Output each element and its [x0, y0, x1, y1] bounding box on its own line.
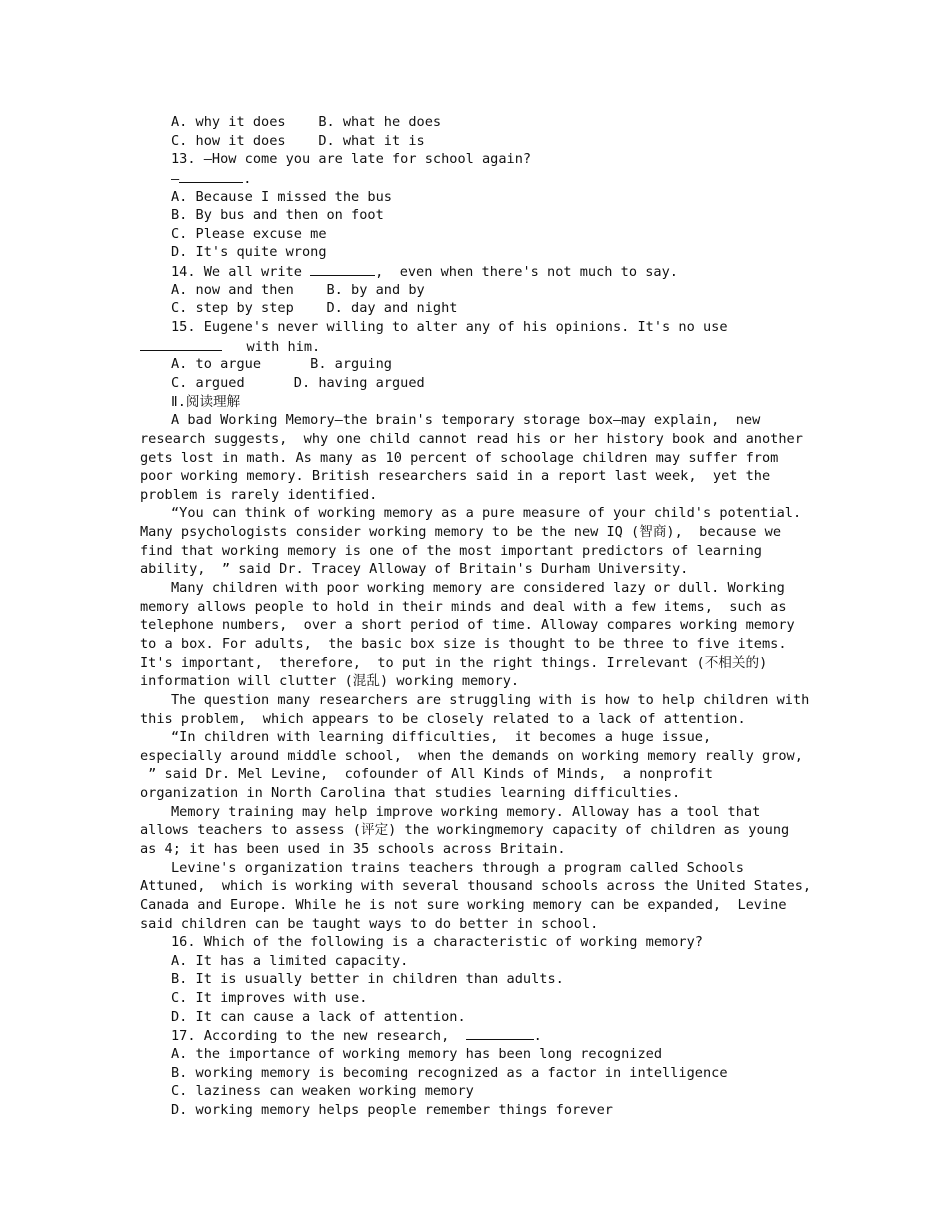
q14-option-line: A. now and then B. by and by	[171, 281, 425, 298]
q17-stem-before: 17. According to the new research,	[171, 1028, 466, 1045]
passage-line: It's important, therefore, to put in the right things. Irrelevant (不相关的)	[140, 654, 768, 671]
q16-option: A. It has a limited capacity.	[171, 952, 409, 969]
q15-option-line: A. to argue B. arguing	[171, 356, 392, 373]
passage-line: Canada and Europe. While he is not sure working memory can be expanded, Levine	[140, 896, 787, 913]
q17-stem	[140, 1026, 820, 1045]
passage-line: telephone numbers, over a short period of time. Alloway compares working memory	[140, 617, 795, 634]
passage-paragraph	[140, 728, 820, 803]
passage-line: gets lost in math. As many as 10 percent of schoolage children may suffer from	[140, 449, 779, 466]
q15-option-line: C. argued D. having argued	[171, 374, 425, 391]
passage-line: especially around middle school, when the demands on working memory really grow,	[140, 747, 803, 764]
answer-blank	[466, 1026, 534, 1040]
passage-paragraph	[140, 504, 820, 579]
q13-stem: 13. —How come you are late for school again?	[171, 151, 532, 168]
q12-option-line: A. why it does B. what he does	[171, 114, 442, 130]
q13-option: B. By bus and then on foot	[171, 207, 384, 224]
passage-line: organization in North Carolina that studies learning difficulties.	[140, 785, 681, 802]
q14-option-line: C. step by step D. day and night	[171, 300, 458, 317]
passage-line: Memory training may help improve working memory. Alloway has a tool that	[171, 803, 761, 820]
passage-line: A bad Working Memory—the brain's temporary storage box—may explain, new	[171, 412, 761, 429]
passage-paragraph	[140, 579, 820, 691]
passage-line: this problem, which appears to be closely related to a lack of attention.	[140, 710, 746, 727]
q16-option: B. It is usually better in children than adults.	[171, 971, 564, 988]
passage-line: said children can be taught ways to do better in school.	[140, 915, 599, 932]
answer-blank	[310, 262, 375, 276]
passage-paragraph	[140, 803, 820, 859]
q12-option-line: C. how it does D. what it is	[171, 132, 425, 149]
passage-line: as 4; it has been used in 35 schools across Britain.	[140, 840, 566, 857]
q15-stem-continuation	[140, 337, 820, 356]
q14-stem-before: 14. We all write	[171, 264, 311, 281]
passage-line: Attuned, which is working with several thousand schools across the United States,	[140, 878, 812, 895]
passage-line: research suggests, why one child cannot read his or her history book and another	[140, 430, 803, 447]
passage-line: allows teachers to assess (评定) the workingmemory capacity of children as young	[140, 822, 790, 839]
passage-paragraph	[140, 411, 820, 504]
passage-line: poor working memory. British researchers said in a report last week, yet the	[140, 468, 771, 485]
q14-stem-after: , even when there's not much to say.	[375, 264, 678, 281]
passage-line: Levine's organization trains teachers through a program called Schools	[171, 859, 744, 876]
passage-line: Many psychologists consider working memory to be the new IQ (智商), because we	[140, 524, 781, 541]
q17-option: B. working memory is becoming recognized as a factor in intelligence	[171, 1064, 728, 1081]
q15-cont-text: with him.	[222, 338, 321, 355]
q13-option: D. It's quite wrong	[171, 244, 327, 261]
passage-line: problem is rarely identified.	[140, 486, 378, 503]
passage-paragraph	[140, 691, 820, 728]
q13-reply-dash: —	[171, 170, 180, 187]
section-heading-reading: Ⅱ.阅读理解	[171, 393, 241, 410]
q16-option: C. It improves with use.	[171, 990, 368, 1007]
q13-option: A. Because I missed the bus	[171, 188, 392, 205]
q13-option: C. Please excuse me	[171, 225, 327, 242]
q16-stem: 16. Which of the following is a characteristic of working memory?	[171, 934, 703, 951]
exam-page	[140, 113, 820, 1120]
passage-line: memory allows people to hold in their minds and deal with a few items, such as	[140, 598, 787, 615]
q17-option: D. working memory helps people remember things forever	[171, 1101, 613, 1118]
passage-line: “In children with learning difficulties, it becomes a huge issue,	[171, 729, 712, 746]
q16-option: D. It can cause a lack of attention.	[171, 1008, 466, 1025]
q17-stem-after: .	[533, 1028, 542, 1045]
passage-paragraph	[140, 859, 820, 934]
passage-line: ” said Dr. Mel Levine, cofounder of All Kinds of Minds, a nonprofit	[140, 766, 713, 783]
passage-line: find that working memory is one of the most important predictors of learning	[140, 542, 762, 559]
q13-reply-line	[140, 169, 820, 188]
passage-line: “You can think of working memory as a pure measure of your child's potential.	[171, 505, 802, 522]
passage-line: information will clutter (混乱) working memory.	[140, 673, 520, 690]
answer-blank	[140, 337, 222, 351]
passage-line: The question many researchers are struggling with is how to help children with	[171, 691, 810, 708]
q13-reply-period: .	[243, 170, 252, 187]
passage-line: ability, ” said Dr. Tracey Alloway of Britain's Durham University.	[140, 561, 689, 578]
q17-option: C. laziness can weaken working memory	[171, 1083, 474, 1100]
passage-line: Many children with poor working memory are considered lazy or dull. Working	[171, 580, 785, 597]
q15-stem: 15. Eugene's never willing to alter any of his opinions. It's no use	[171, 319, 728, 336]
answer-blank	[179, 169, 243, 183]
q14-stem	[140, 262, 820, 281]
passage-line: to a box. For adults, the basic box size is thought to be three to five items.	[140, 635, 787, 652]
q17-option: A. the importance of working memory has been long recognized	[171, 1046, 663, 1063]
